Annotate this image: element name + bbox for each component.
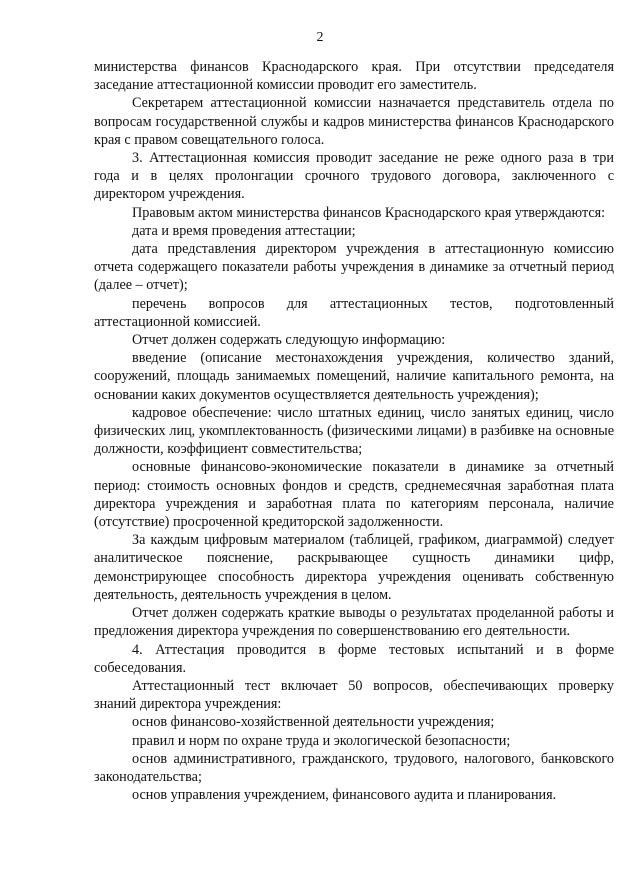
- paragraph: 3. Аттестационная комиссия проводит заседание не реже одного раза в три года и в целях пролонгации срочного трудового договора, заключенного с директором учреждения.: [94, 150, 614, 203]
- paragraph: Отчет должен содержать следующую информацию:: [132, 332, 446, 349]
- paragraph: Отчет должен содержать краткие выводы о результатах проделанной работы и предложения директора учреждения по совершенствованию его деятельности.: [94, 605, 614, 640]
- paragraph: основ административного, гражданского, трудового, налогового, банковского законодательства;: [94, 750, 614, 785]
- paragraph: дата представления директором учреждения в аттестационную комиссию отчета содержащего показатели работы учреждения в динамике за отчетный период (далее – отчет);: [94, 241, 614, 294]
- paragraph: основ управления учреждением, финансового аудита и планирования.: [132, 787, 557, 804]
- paragraph: Аттестационный тест включает 50 вопросов, обеспечивающих проверку знаний директора учреждения:: [94, 677, 614, 713]
- paragraph: основные финансово-экономические показатели в динамике за отчетный период: стоимость основных фондов и средств, среднемесячная заработная плата директора учреждения и заработная плата по категориям персонала, наличие (отсутствие) просроченной кредиторской задолженности.: [94, 459, 614, 531]
- paragraph: введение (описание местонахождения учреждения, количество зданий, сооружений, площадь занимаемых помещений, наличие капитального ремонта, на основании каких документов осуществляется деятельность учреждения);: [94, 350, 614, 403]
- page-number: 2: [316, 30, 324, 45]
- paragraph: За каждым цифровым материалом (таблицей, графиком, диаграммой) следует аналитическое пояснение, раскрывающее сущность динамики цифр, демонстрирующее способность директора учреждения оценивать собственную деятельность, деятельность учреждения в целом.: [94, 532, 614, 603]
- paragraph: перечень вопросов для аттестационных тестов, подготовленный аттестационной комиссией.: [94, 295, 614, 330]
- paragraph: основ финансово-хозяйственной деятельности учреждения;: [132, 714, 495, 731]
- paragraph: 4. Аттестация проводится в форме тестовых испытаний и в форме собеседования.: [94, 641, 614, 676]
- document-body: [94, 58, 614, 804]
- paragraph: дата и время проведения аттестации;: [132, 222, 356, 239]
- paragraph: Секретарем аттестационной комиссии назначается представитель отдела по вопросам государственной службы и кадров министерства финансов Краснодарского края с правом совещательного голоса.: [94, 95, 614, 148]
- paragraph: министерства финансов Краснодарского края. При отсутствии председателя заседание аттестационной комиссии проводит его заместитель.: [94, 59, 614, 94]
- paragraph: кадровое обеспечение: число штатных единиц, число занятых единиц, число физических лиц, укомплектованность (физическими лицами) в разбивке на основные должности, коэффициент совместительства;: [94, 404, 614, 458]
- paragraph: правил и норм по охране труда и экологической безопасности;: [132, 732, 511, 749]
- paragraph: Правовым актом министерства финансов Краснодарского края утверждаются:: [132, 204, 606, 221]
